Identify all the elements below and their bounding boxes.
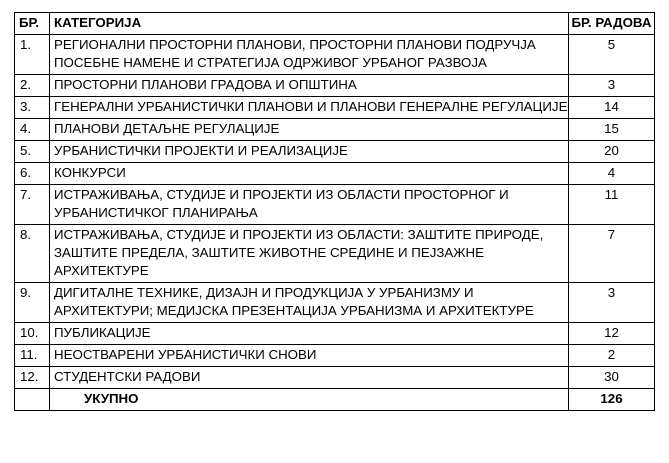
- row-number: 8.: [15, 225, 50, 283]
- row-category: [50, 97, 569, 119]
- row-number: 12.: [15, 367, 50, 389]
- category-line: ИСТРАЖИВАЊА, СТУДИЈЕ И ПРОЈЕКТИ ИЗ ОБЛАСТИ ПРОСТОРНОГ И: [54, 187, 509, 202]
- row-category: [50, 141, 569, 163]
- row-count: 12: [569, 323, 655, 345]
- category-line: АРХИТЕКТУРЕ: [54, 263, 149, 278]
- table-row: [15, 141, 655, 163]
- header-row: [15, 13, 655, 35]
- row-category: [50, 119, 569, 141]
- row-count: 7: [569, 225, 655, 283]
- row-category: [50, 75, 569, 97]
- row-count: 3: [569, 75, 655, 97]
- table-row: [15, 367, 655, 389]
- row-category: [50, 35, 569, 75]
- row-category: [50, 283, 569, 323]
- header-category: КАТЕГОРИЈА: [50, 13, 569, 35]
- table-body: [15, 35, 655, 389]
- total-row: [15, 389, 655, 411]
- row-count: 5: [569, 35, 655, 75]
- row-number: 10.: [15, 323, 50, 345]
- total-number-cell: [15, 389, 50, 411]
- category-line: ПЛАНОВИ ДЕТАЉНЕ РЕГУЛАЦИЈЕ: [54, 121, 280, 136]
- category-line: ЗАШТИТЕ ПРЕДЕЛА, ЗАШТИТЕ ЖИВОТНЕ СРЕДИНЕ И ПЕЈЗАЖНЕ: [54, 245, 484, 260]
- row-number: 2.: [15, 75, 50, 97]
- category-table: [14, 12, 655, 411]
- row-number: 11.: [15, 345, 50, 367]
- row-count: 11: [569, 185, 655, 225]
- category-table-container: [14, 12, 655, 411]
- row-count: 4: [569, 163, 655, 185]
- category-line: ПРОСТОРНИ ПЛАНОВИ ГРАДОВА И ОПШТИНА: [54, 77, 357, 92]
- category-line: РЕГИОНАЛНИ ПРОСТОРНИ ПЛАНОВИ, ПРОСТОРНИ ПЛАНОВИ ПОДРУЧЈА: [54, 37, 536, 52]
- category-line: СТУДЕНТСКИ РАДОВИ: [54, 369, 201, 384]
- table-row: [15, 345, 655, 367]
- row-category: [50, 323, 569, 345]
- category-line: УРБАНИСТИЧКИ ПРОЈЕКТИ И РЕАЛИЗАЦИЈЕ: [54, 143, 348, 158]
- table-row: [15, 163, 655, 185]
- row-number: 5.: [15, 141, 50, 163]
- table-row: [15, 35, 655, 75]
- row-count: 30: [569, 367, 655, 389]
- row-number: 9.: [15, 283, 50, 323]
- row-number: 6.: [15, 163, 50, 185]
- table-row: [15, 283, 655, 323]
- row-category: [50, 367, 569, 389]
- category-line: ИСТРАЖИВАЊА, СТУДИЈЕ И ПРОЈЕКТИ ИЗ ОБЛАСТИ: ЗАШТИТЕ ПРИРОДЕ,: [54, 227, 544, 242]
- table-row: [15, 225, 655, 283]
- row-category: [50, 163, 569, 185]
- row-category: [50, 185, 569, 225]
- row-count: 20: [569, 141, 655, 163]
- row-count: 2: [569, 345, 655, 367]
- table-row: [15, 185, 655, 225]
- category-line: КОНКУРСИ: [54, 165, 126, 180]
- header-count: БР. РАДОВА: [569, 13, 655, 35]
- category-line: УРБАНИСТИЧКОГ ПЛАНИРАЊА: [54, 205, 258, 220]
- category-line: ДИГИТАЛНЕ ТЕХНИКЕ, ДИЗАЈН И ПРОДУКЦИЈА У УРБАНИЗМУ И: [54, 285, 474, 300]
- category-line: ПУБЛИКАЦИЈЕ: [54, 325, 151, 340]
- category-line: ПОСЕБНЕ НАМЕНЕ И СТРАТЕГИЈА ОДРЖИВОГ УРБАНОГ РАЗВОЈА: [54, 55, 487, 70]
- category-line: АРХИТЕКТУРИ; МЕДИЈСКА ПРЕЗЕНТАЦИЈА УРБАНИЗМА И АРХИТЕКТУРЕ: [54, 303, 534, 318]
- table-row: [15, 323, 655, 345]
- category-line: ГЕНЕРАЛНИ УРБАНИСТИЧКИ ПЛАНОВИ И ПЛАНОВИ ГЕНЕРАЛНЕ РЕГУЛАЦИЈЕ: [54, 99, 568, 114]
- row-count: 3: [569, 283, 655, 323]
- table-row: [15, 119, 655, 141]
- row-category: [50, 345, 569, 367]
- row-number: 7.: [15, 185, 50, 225]
- table-row: [15, 75, 655, 97]
- row-number: 1.: [15, 35, 50, 75]
- total-label: УКУПНО: [50, 389, 569, 411]
- row-number: 3.: [15, 97, 50, 119]
- row-number: 4.: [15, 119, 50, 141]
- row-count: 14: [569, 97, 655, 119]
- total-count: 126: [569, 389, 655, 411]
- row-count: 15: [569, 119, 655, 141]
- category-line: НЕОСТВАРЕНИ УРБАНИСТИЧКИ СНОВИ: [54, 347, 317, 362]
- header-number: БР.: [15, 13, 50, 35]
- table-row: [15, 97, 655, 119]
- row-category: [50, 225, 569, 283]
